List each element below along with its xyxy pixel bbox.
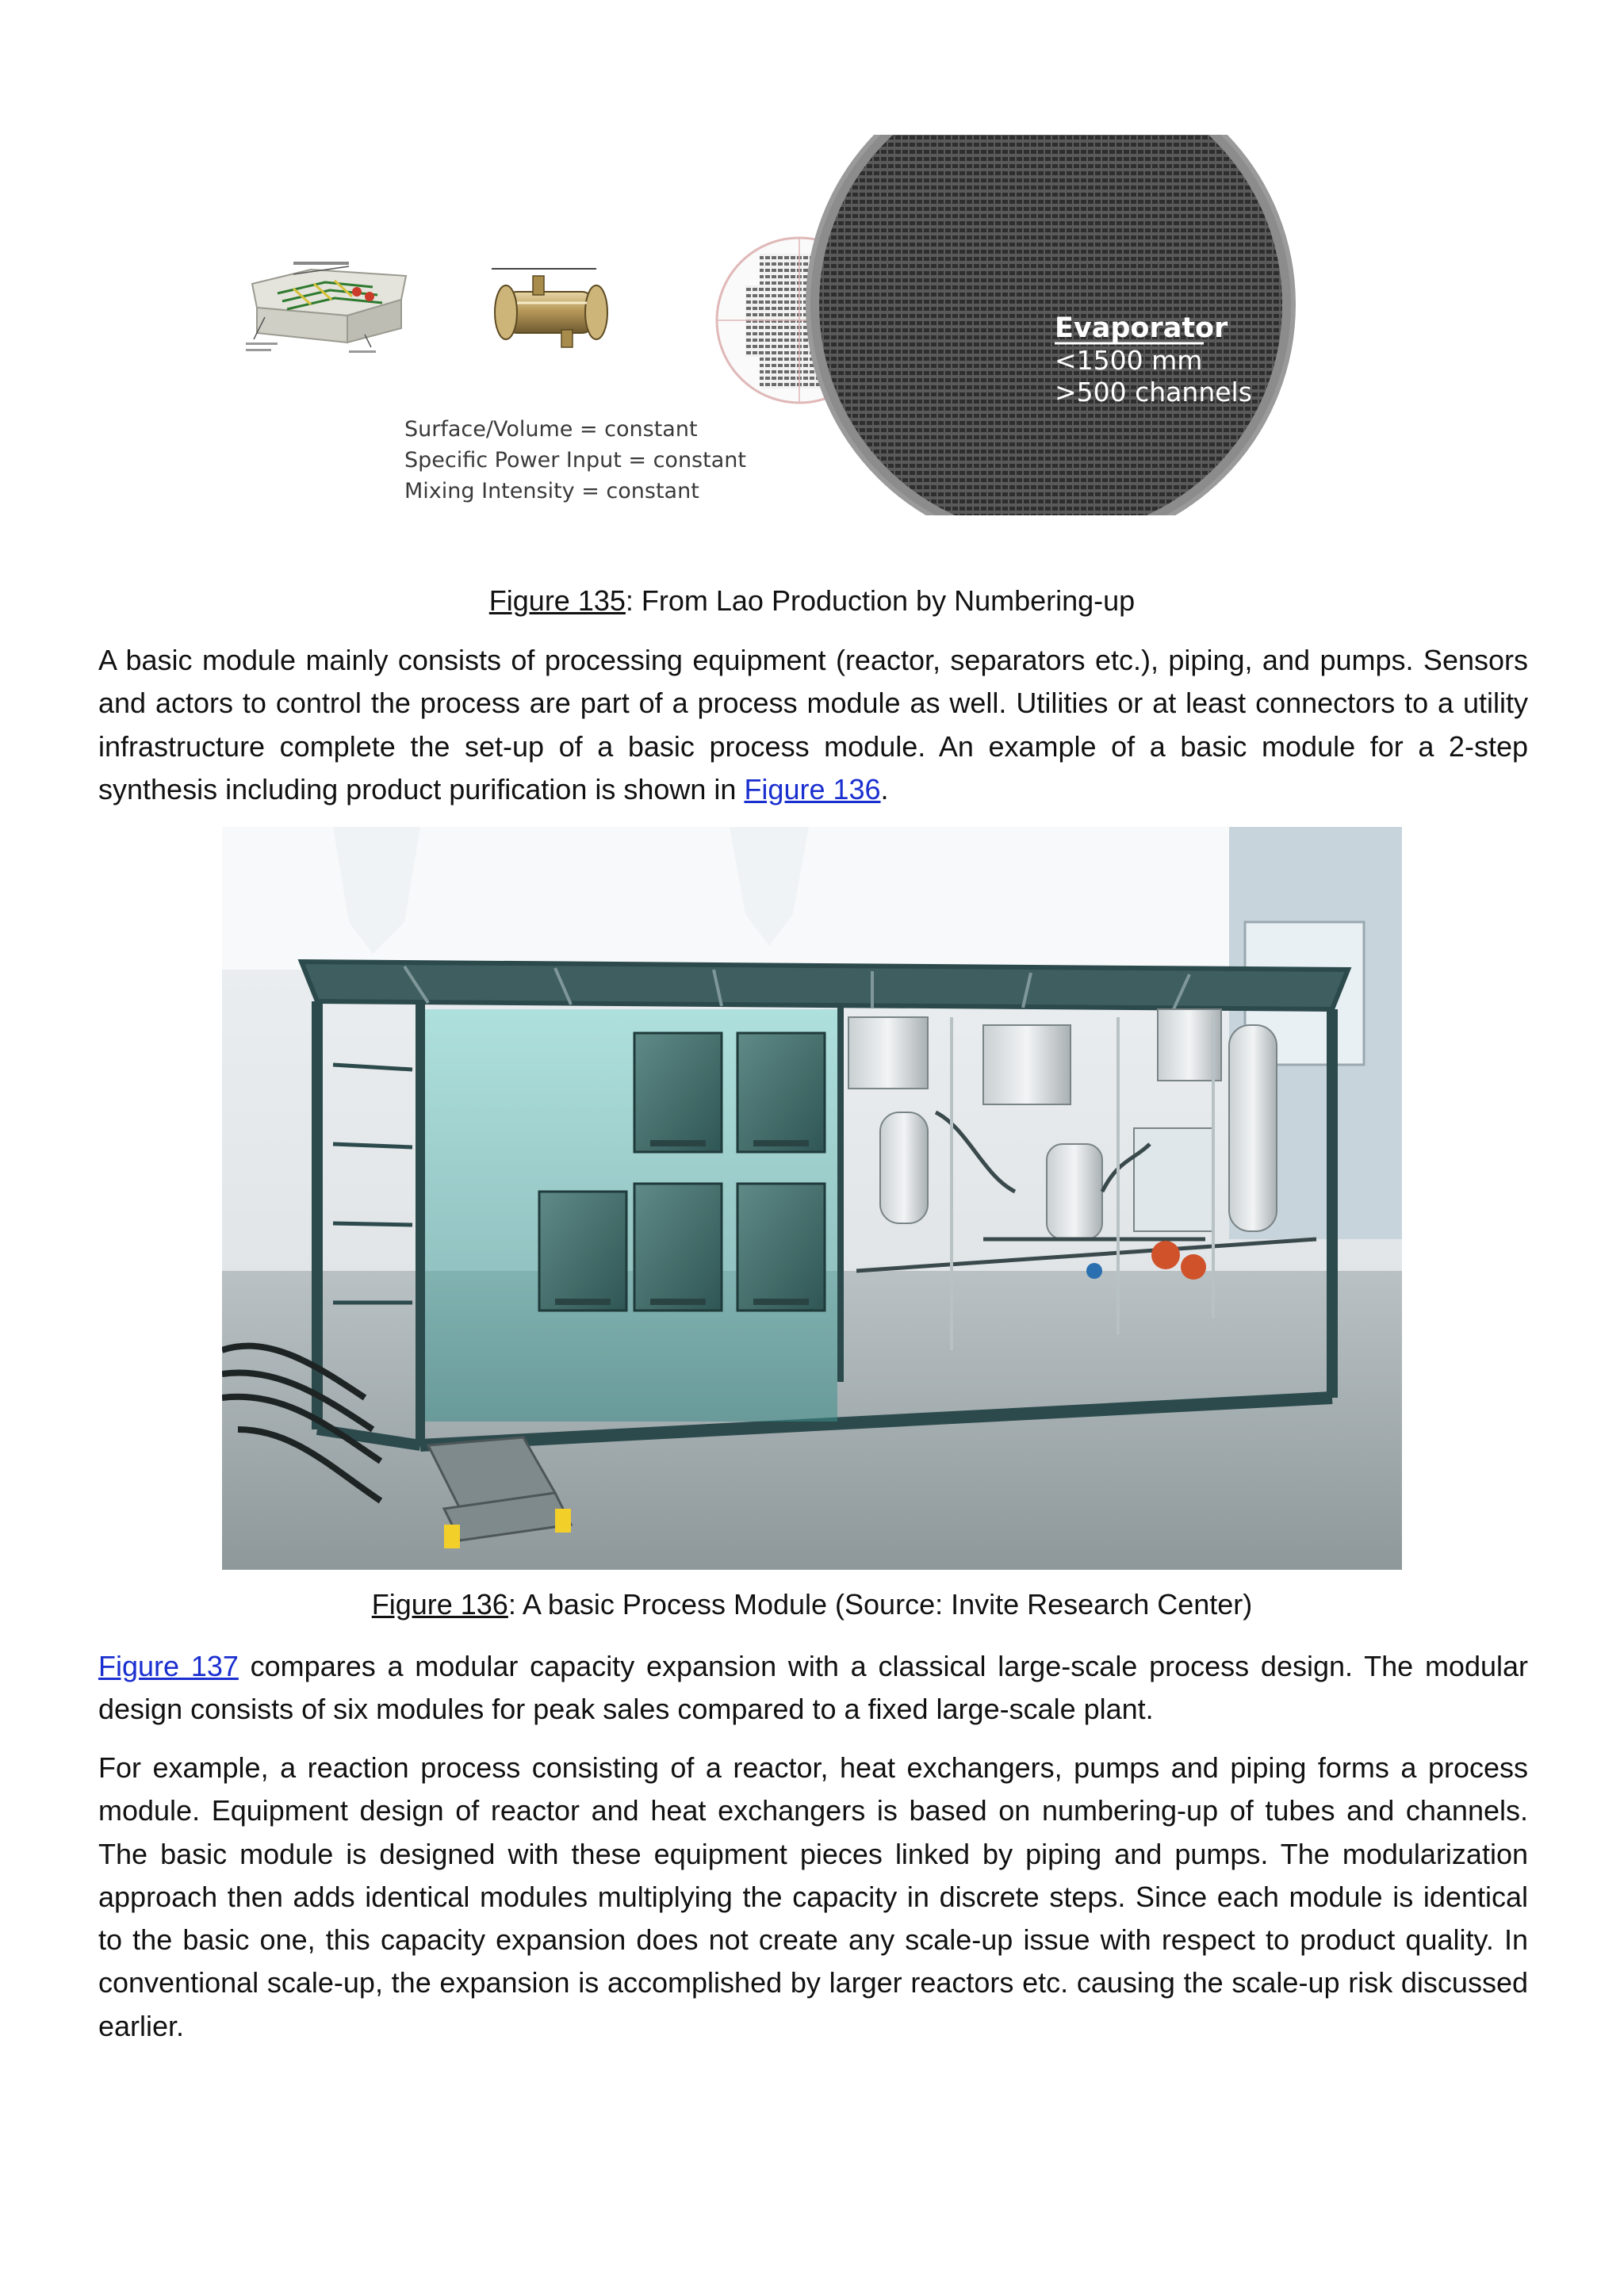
figure-135-caption: [0, 582, 1624, 620]
paragraph-modular-comparison: [98, 1645, 1528, 1732]
figure-136-photo: [222, 827, 1402, 1570]
paragraph-modularization-example: [98, 1747, 1528, 2048]
figure-135-caption-ref: Figure 135: [488, 584, 626, 617]
evaporator-size: <1500 mm: [1055, 345, 1203, 376]
figure-136-caption-text: : A basic Process Module (Source: Invite Research Center): [508, 1588, 1253, 1621]
criterion-mixing-intensity: Mixing Intensity = constant: [404, 479, 699, 503]
process-module-illustration: [222, 827, 1402, 1570]
figure-136-link[interactable]: Figure 136: [744, 772, 881, 806]
paragraph-2-text: compares a modular capacity expansion with a classical large-scale process design. The modular design consists of six modules for peak sales compared to a fixed large-scale plant.: [98, 1650, 1529, 1726]
figure-135: [238, 135, 1396, 515]
criterion-power-input: Specific Power Input = constant: [404, 448, 746, 473]
heat-exchanger-graphic: [492, 268, 607, 347]
figure-136-caption-ref: Figure 136: [371, 1588, 508, 1621]
evaporator-title: Evaporator: [1055, 312, 1228, 344]
figure-135-caption-text: : From Lao Production by Numbering-up: [625, 584, 1136, 617]
scaling-criteria: [404, 414, 746, 507]
paragraph-1-end: .: [880, 772, 889, 806]
paragraph-basic-module: [98, 639, 1528, 811]
evaporator-channels: >500 channels: [1055, 377, 1252, 408]
criterion-surface-volume: Surface/Volume = constant: [404, 417, 698, 442]
figure-137-link[interactable]: Figure 137: [98, 1650, 239, 1682]
figure-136-caption: [0, 1586, 1624, 1624]
microreactor-plate-graphic: [246, 262, 406, 353]
paragraph-3-text: For example, a reaction process consisting of a reactor, heat exchangers, pumps and piping forms a process module. Equipment design of reactor and heat exchangers is based on numbering-up of tubes and channels. The basic module is designed with these equipment pieces linked by piping and pumps. The modularization approach then adds identical modules multiplying the capacity in discrete steps. Since each module is identical to the basic one, this capacity expansion does not create any scale-up issue with respect to product quality. In conventional scale-up, the expansion is accomplished by larger reactors etc. causing the scale-up risk discussed earlier.: [98, 1751, 1528, 2042]
paragraph-1-text: A basic module mainly consists of processing equipment (reactor, separators etc.), piping, and pumps. Sensors and actors to control the process are part of a process module as well. Utilities or at least connectors to a utility infrastructure complete the set-up of a basic process module. An example of a basic module for a 2-step synthesis including product purification is shown in: [98, 644, 1528, 806]
evaporator-cross-section: [808, 135, 1293, 515]
